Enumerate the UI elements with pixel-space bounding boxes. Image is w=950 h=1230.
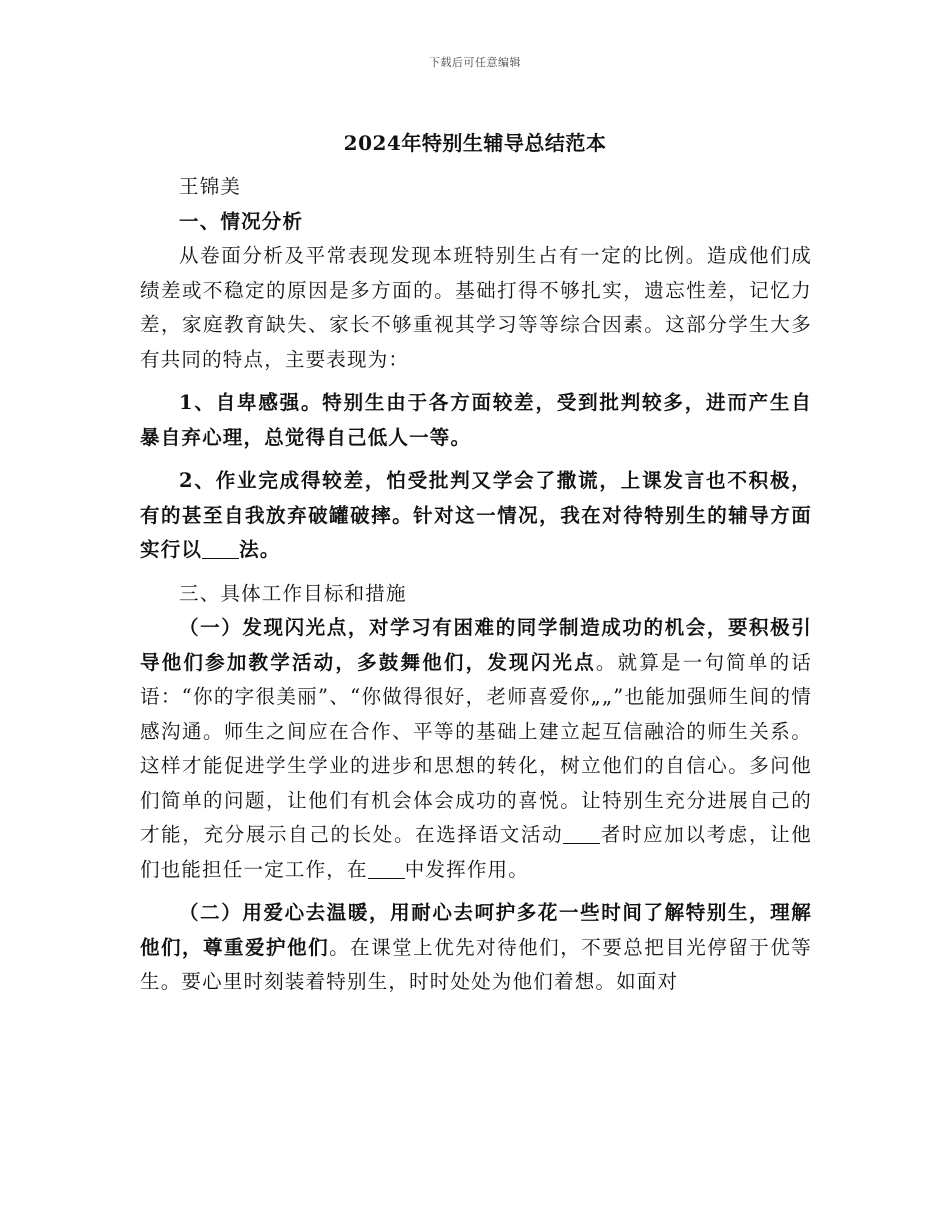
measure-2-heading: （二）用爱心去温暖，用耐心去呵护多花一些时间了解特别生，理解他们，尊重爱护他们 [140,901,812,959]
measure-1 [140,611,812,887]
measure-1-text-a: 。就算是一句简单的话语：“你的字很美丽”、“你做得很好，老师喜爱你„„”也能加强师生间的情感沟通。师生之间应在合作、平等的基础上建立起互信融洽的师生关系。这样才能促进学生学业的进步和思想的转化，树立他们的自信心。多问他们简单的问题，让他们有机会体会成功的喜悦。让特别生充分进展自己的才能，充分展示自己的长处。在选择语文活动 [140,650,812,846]
measure-1-heading: （一）发现闪光点，对学习有困难的同学制造成功的机会，要积极引导他们参加教学活动，多鼓舞他们，发现闪光点 [140,616,812,674]
point-2 [140,464,812,568]
measure-1-text-b: 者时应加以考虑，让他们也能担任一定工作，在 [140,823,812,881]
section1-heading: 一、情况分析 [179,209,304,233]
section3-heading: 三、具体工作目标和措施 [179,581,407,605]
author-name: 王锦美 [179,175,242,198]
header-note: 下载后可任意编辑 [429,56,521,69]
fill-blank [368,858,405,879]
measure-2 [140,896,812,1000]
fill-blank [563,824,600,845]
measure-1-text-c: 中发挥作用。 [404,857,529,881]
document-title: 2024年特别生辅导总结范本 [343,131,607,155]
measure-2-text: 。在课堂上优先对待他们，不要总把目光停留于优等生。要心里时刻装着特别生，时时处处为他们着想。如面对 [140,935,812,993]
point-2-end: 法。 [239,538,281,561]
fill-blank [202,539,239,560]
analysis-paragraph: 从卷面分析及平常表现发现本班特别生占有一定的比例。造成他们成绩差或不稳定的原因是多方面的。基础打得不够扎实，遗忘性差，记忆力差，家庭教育缺失、家长不够重视其学习等等综合因素。这部分学生大多有共同的特点，主要表现为： [140,244,812,371]
point-2-text: 2、作业完成得较差，怕受批判又学会了撒谎，上课发言也不积极，有的甚至自我放弃破罐破摔。针对这一情况，我在对待特别生的辅导方面实行以 [140,469,812,561]
document-body [140,170,812,1000]
point-1: 1、自卑感强。特别生由于各方面较差，受到批判较多，进而产生自暴自弃心理，总觉得自己低人一等。 [140,391,812,449]
